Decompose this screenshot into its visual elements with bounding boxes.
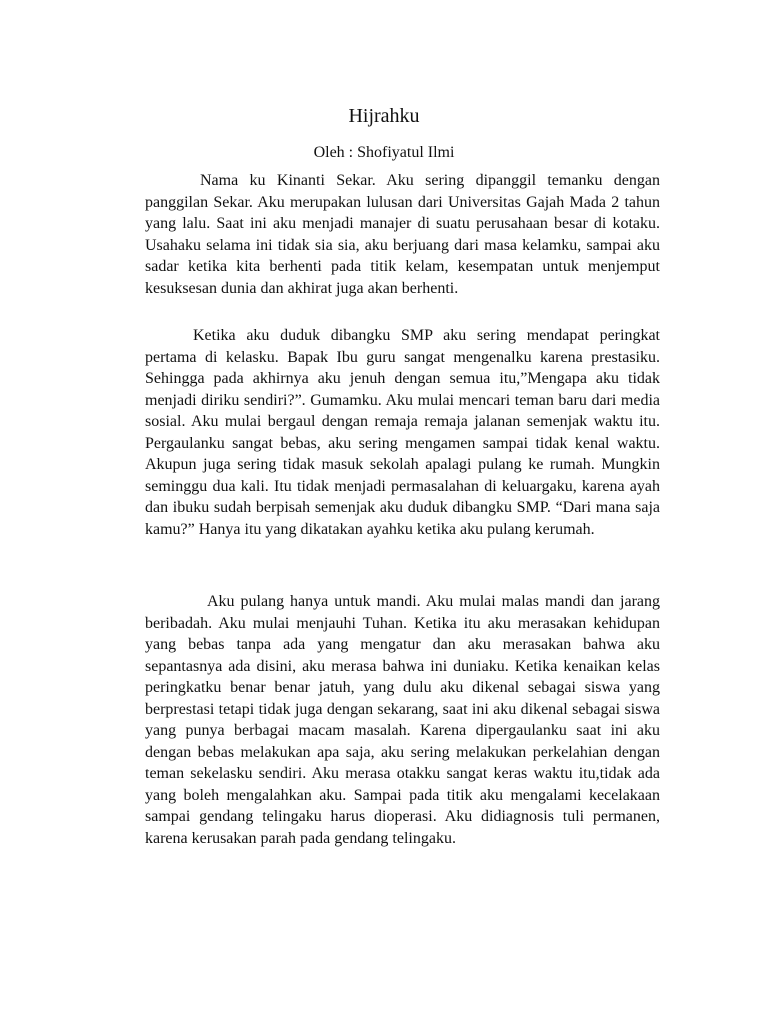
paragraph-1: Nama ku Kinanti Sekar. Aku sering dipanggil temanku dengan panggilan Sekar. Aku merupakan lulusan dari Universitas Gajah Mada 2 tahun yang lalu. Saat ini aku menjadi manajer di suatu perusahaan besar di kotaku. Usahaku selama ini tidak sia sia, aku berjuang dari masa kelamku, sampai aku sadar ketika kita berhenti pada titik kelam, kesempatan untuk menjemput kesuksesan dunia dan akhirat juga akan berhenti. <box>145 172 660 297</box>
paragraph-2: Ketika aku duduk dibangku SMP aku sering mendapat peringkat pertama di kelasku. Bapak Ibu guru sangat mengenalku karena prestasiku. Sehingga pada akhirnya aku jenuh dengan semua itu,”Mengapa aku tidak menjadi diriku sendiri?”. Gumamku. Aku mulai mencari teman baru dari media sosial. Aku mulai bergaul dengan remaja remaja jalanan semenjak waktu itu. Pergaulanku sangat bebas, aku sering mengamen sampai tidak kenal waktu. Akupun juga sering tidak masuk sekolah apalagi pulang ke rumah. Mungkin seminggu dua kali. Itu tidak menjadi permasalahan di keluargaku, karena ayah dan ibuku sudah berpisah semenjak aku duduk dibangku SMP. “Dari mana saja kamu?” Hanya itu yang dikatakan ayahku ketika aku pulang kerumah. <box>145 327 660 538</box>
paragraph-3: Aku pulang hanya untuk mandi. Aku mulai malas mandi dan jarang beribadah. Aku mulai menjauhi Tuhan. Ketika itu aku merasakan kehidupan yang bebas tanpa ada yang mengatur dan aku merasakan bahwa aku sepantasnya ada disini, aku merasa bahwa ini duniaku. Ketika kenaikan kelas peringkatku benar benar jatuh, yang dulu aku dikenal sebagai siswa yang berprestasi tetapi tidak juga dengan sekarang, saat ini aku dikenal sebagai siswa yang punya berbagai macam masalah. Karena dipergaulanku saat ini aku dengan bebas melakukan apa saja, aku sering melakukan perkelahian dengan teman sekelasku sendiri. Aku merasa otakku sangat keras waktu itu,tidak ada yang boleh mengalahkan aku. Sampai pada titik aku mengalami kecelakaan sampai gendang telingaku harus dioperasi. Aku didiagnosis tuli permanen, karena kerusakan parah pada gendang telingaku. <box>145 593 660 847</box>
document-title: Hijrahku <box>348 105 420 127</box>
author-byline: Oleh : Shofiyatul Ilmi <box>313 144 455 161</box>
